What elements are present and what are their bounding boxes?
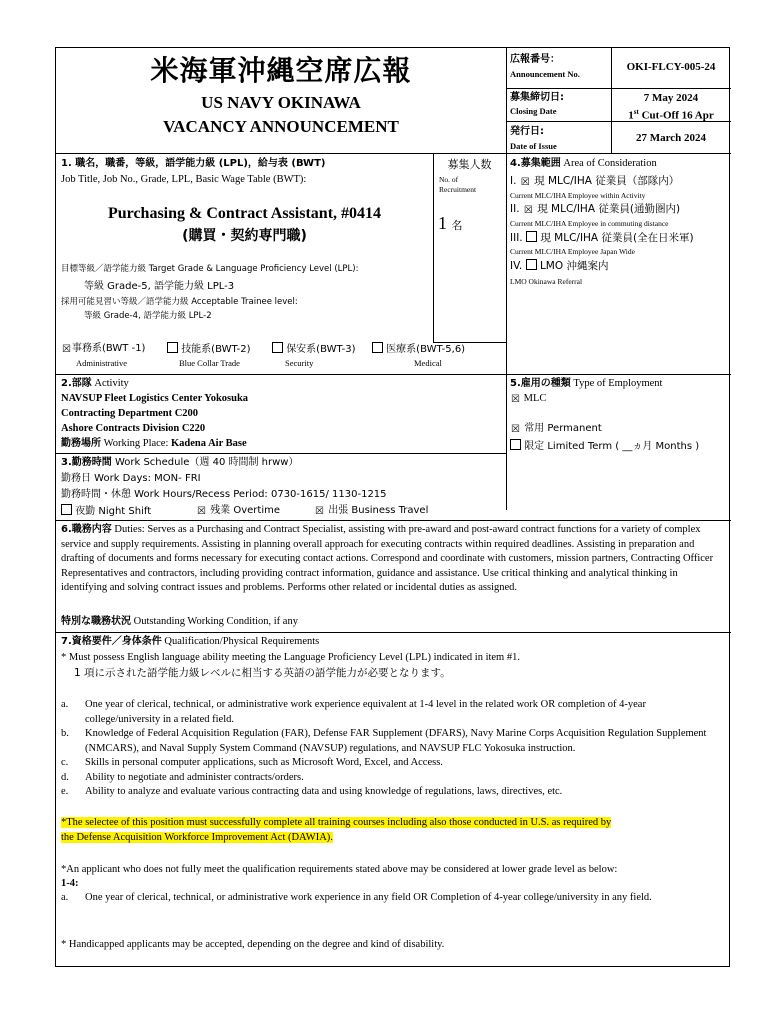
bwt-blue-collar-checkbox [167, 342, 178, 353]
employment-permanent: ☒ 常用 Permanent [511, 423, 602, 435]
right-column-divider [506, 153, 507, 510]
header-divider [506, 48, 507, 153]
target-grade-label: 目標等級／語学能力級 Target Grade & Language Proficiency Level (LPL): [61, 264, 359, 274]
area-item-1-sub: Current MLC/IHA Employee within Activity [510, 191, 646, 200]
job-title-jp: (購買・契約専門職) [182, 228, 307, 244]
overtime: ☒ 残業 Overtime [197, 505, 281, 517]
section1-heading: 1. 職名，職番，等級，語学能力級 (LPL)，給与表 (BWT) [61, 158, 326, 169]
section2-heading: 2.部隊 Activity [61, 378, 129, 389]
announcement-no-label-jp: 広報番号： [510, 54, 560, 65]
area-item-2: II. ☒ 現 MLC/IHA 従業員(通勤圏内) [510, 203, 681, 216]
bwt-administrative: ☒事務系(BWT -1) [62, 343, 146, 355]
issue-date-label-jp: 発行日: [510, 126, 544, 137]
area-item-1-checkbox: ☒ [520, 177, 530, 188]
title-en-line2: VACANCY ANNOUNCEMENT [163, 117, 399, 136]
announcement-no-label-en: Announcement No. [510, 69, 580, 79]
issue-date-value: 27 March 2024 [635, 132, 707, 144]
handicapped-note: * Handicapped applicants may be accepted, depending on the degree and kind of disability. [61, 939, 445, 950]
employment-limited: 限定 Limited Term ( __ヵ月 Months ) [510, 439, 699, 453]
dawia-notice-line2: the Defense Acquisition Workforce Improvement Act (DAWIA). [61, 832, 333, 843]
business-travel: ☒ 出張 Business Travel [315, 505, 429, 517]
lower-grade-note: *An applicant who does not fully meet the qualification requirements stated above may be considered at lower grade level as below: [61, 864, 618, 875]
section6-bottom-line [56, 632, 731, 633]
recruit-divider [433, 153, 434, 342]
bwt-security-en: Security [285, 358, 314, 368]
trainee-level-value: 等級 Grade-4, 語学能力級 LPL-2 [84, 311, 212, 321]
job-title-en: Purchasing & Contract Assistant, #0414 [107, 205, 382, 222]
area-item-4-checkbox [526, 259, 537, 270]
list-item: b. Knowledge of Federal Acquisition Regulation (FAR), Defense FAR Supplement (DFARS), Navy Marine Corps Acquisition Regulation Supplement (NMCARS), and Naval Supply System Command (NAVSUP) regulations, and NAVSUP FLC Yokosuka instruction. [61, 728, 707, 754]
section2-bottom-line [56, 453, 506, 454]
list-item: e. Ability to analyze and evaluate various contracting data and using knowledge of regulations, laws, directives, etc. [61, 786, 563, 797]
duties-paragraph: 6.職務内容 Duties: Serves as a Purchasing and Contract Specialist, assisting with pre-award and post-award contract functions for a variety of complex service and supply requirements. Assisting in planning overall approach for executing contracts within required deadlines. Assisting in preparation and drafting of documents and forms necessary for executing contact actions. Correspond and coordinate with customers, mission partners, Contracting Officer Representatives and contractors, including providing contract information, guidance and assistance. Use critical thinking and analytical thinking in identifying and solving contract issues and problems. Performs other related or incidental duties as assigned. [61, 524, 714, 594]
lower-grade-list [61, 891, 721, 906]
bwt-blue-collar-en: Blue Collar Trade [179, 358, 240, 368]
area-item-2-checkbox: ☒ [523, 205, 533, 216]
recruitment-label-en-2: Recruitment [439, 185, 477, 194]
night-shift: 夜勤 Night Shift [61, 504, 151, 518]
section7-heading: 7.資格要件／身体条件 Qualification/Physical Requirements [61, 636, 320, 647]
issue-date-label-en: Date of Issue [510, 141, 557, 151]
area-item-3-sub: Current MLC/IHA Employee Japan Wide [510, 247, 635, 256]
section1-bottom-line [56, 374, 731, 375]
closing-date-label-jp: 募集締切日: [510, 92, 564, 103]
activity-line-1: NAVSUP Fleet Logistics Center Yokosuka [61, 393, 249, 404]
list-item: a. One year of clerical, technical, or administrative work experience equivalent at 1-4 level in the related work OR completion of 4-year college/university in a related field. [61, 699, 646, 725]
vacancy-announcement-form [55, 47, 730, 967]
announcement-no-value: OKI-FLCY-005-24 [626, 61, 716, 73]
section3-heading: 3.勤務時間 Work Schedule（週 40 時間制 hrww） [61, 457, 299, 468]
area-item-3: III. 現 MLC/IHA 従業員(全在日米軍) [510, 232, 694, 244]
lpl-note: * Must possess English language ability meeting the Language Proficiency Level (LPL) indicated in item #1. [61, 652, 520, 663]
section3-bottom-line [56, 520, 731, 521]
lpl-note-jp: 1 項に示された語学能力級レベルに相当する英語の語学能力が必要となります。 [74, 667, 451, 679]
list-item: d. Ability to negotiate and administer contracts/orders. [61, 771, 304, 783]
section5-heading: 5.雇用の種類 Type of Employment [510, 378, 663, 389]
list-item: a. One year of clerical, technical, or administrative work experience in any field OR Completion of 4-year college/university in any field. [61, 892, 652, 903]
mlc-checkbox: ☒ [511, 394, 520, 405]
bwt-medical-checkbox [372, 342, 383, 353]
night-shift-checkbox [61, 504, 72, 515]
area-item-1: I. ☒ 現 MLC/IHA 従業員（部隊内） [510, 175, 680, 188]
closing-date-label-en: Closing Date [510, 106, 557, 116]
working-place: 勤務場所 Working Place: Kadena Air Base [61, 438, 247, 449]
business-travel-checkbox: ☒ [315, 506, 324, 517]
header-row-divider [506, 88, 731, 89]
bwt-medical-en: Medical [414, 358, 442, 368]
trainee-level-label: 採用可能見習い等級／語学能力級 Acceptable Trainee level: [61, 297, 298, 307]
recruitment-count: 1 名 [438, 213, 463, 233]
recruitment-label-jp: 募集人数 [447, 158, 492, 171]
area-item-2-sub: Current MLC/IHA Employee in commuting distance [510, 219, 669, 228]
special-condition: 特別な職務状況 Outstanding Working Condition, if any [61, 616, 298, 627]
limited-checkbox [510, 439, 521, 450]
bwt-security: 保安系(BWT-3) [272, 342, 356, 356]
title-en-line1: US NAVY OKINAWA [201, 93, 361, 112]
section4-heading: 4.募集範囲 Area of Consideration [510, 158, 657, 169]
header-bottom-line [56, 153, 731, 154]
closing-date-value: 7 May 2024 [643, 92, 699, 104]
area-item-4-sub: LMO Okinawa Referral [510, 277, 583, 286]
activity-line-3: Ashore Contracts Division C220 [61, 423, 206, 434]
title-jp: 米海軍沖縄空席広報 [150, 54, 412, 87]
target-grade-value: 等級 Grade-5, 語学能力級 LPL-3 [84, 281, 235, 292]
bwt-blue-collar: 技能系(BWT-2) [167, 342, 251, 356]
recruitment-label-en-1: No. of [439, 175, 459, 184]
cutoff-date-value: 1st Cut-Off 16 Apr [628, 108, 714, 122]
employment-mlc: ☒ MLC [511, 393, 547, 405]
qualification-list [61, 698, 721, 800]
list-item: c. Skills in personal computer applications, such as Microsoft Word, Excel, and Access. [61, 757, 443, 768]
overtime-checkbox: ☒ [197, 506, 206, 517]
section1-subheading: Job Title, Job No., Grade, LPL, Basic Wage Table (BWT): [61, 174, 307, 185]
bwt-medical: 医療系(BWT-5,6) [372, 342, 465, 356]
bwt-administrative-checkbox: ☒ [62, 344, 71, 355]
bwt-administrative-en: Administrative [76, 358, 127, 368]
bwt-security-checkbox [272, 342, 283, 353]
work-hours: 勤務時間・休憩 Work Hours/Recess Period: 0730-1615/ 1130-1215 [61, 489, 387, 500]
permanent-checkbox: ☒ [511, 424, 520, 435]
area-item-3-checkbox [526, 231, 537, 242]
dawia-notice-line1: *The selectee of this position must successfully complete all training courses including also those conducted in U.S. as required by [61, 817, 612, 828]
area-item-4: IV. LMO 沖縄案内 [510, 260, 609, 272]
lower-grade-label: 1-4: [61, 878, 79, 889]
work-days: 勤務日 Work Days: MON- FRI [61, 473, 201, 484]
activity-line-2: Contracting Department C200 [61, 408, 199, 419]
